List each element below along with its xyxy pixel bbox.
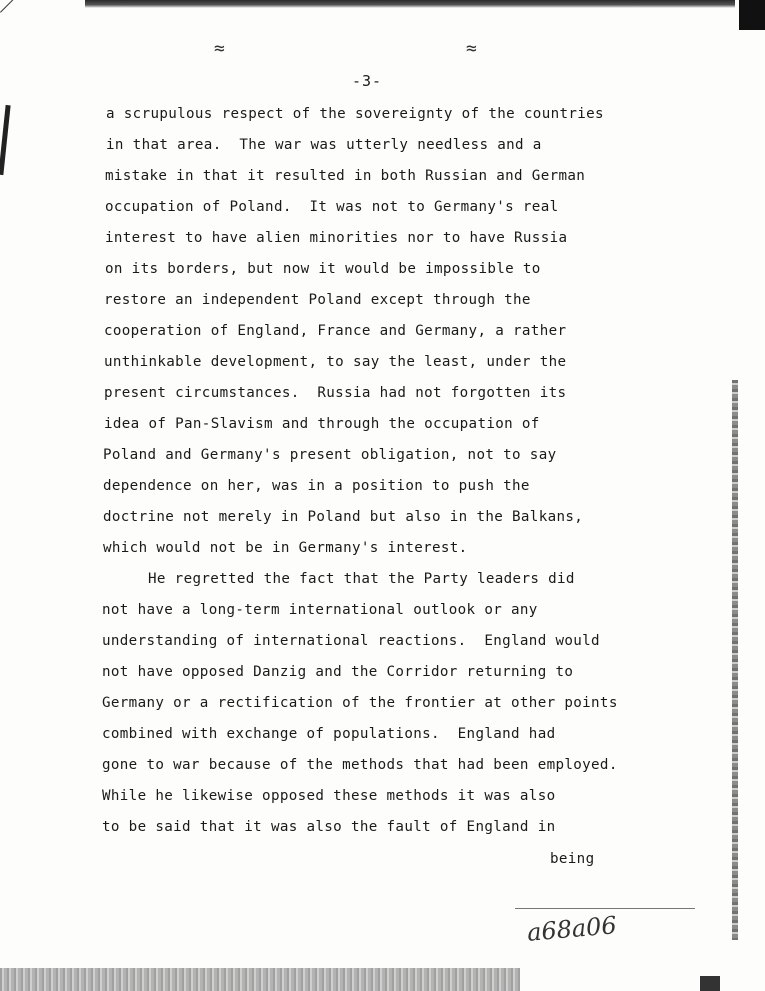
scan-top-edge	[85, 0, 735, 8]
text-line: in that area. The war was utterly needless and a	[106, 137, 542, 153]
scan-bottom-edge	[0, 968, 520, 991]
annotation-underline	[515, 908, 695, 909]
text-line: interest to have alien minorities nor to have Russia	[105, 230, 568, 246]
scan-corner-line	[0, 0, 29, 13]
text-line: Poland and Germany's present obligation, not to say	[103, 447, 557, 463]
scan-right-edge	[732, 380, 738, 940]
text-line: not have opposed Danzig and the Corridor returning to	[102, 664, 574, 680]
scan-left-mark	[0, 105, 11, 175]
page-number: -3-	[352, 72, 383, 90]
catchword: being	[550, 851, 595, 867]
text-line: Germany or a rectification of the frontier at other points	[102, 695, 618, 711]
text-line: He regretted the fact that the Party leaders did	[148, 571, 575, 587]
text-line: unthinkable development, to say the least, under the	[104, 354, 567, 370]
text-line: mistake in that it resulted in both Russian and German	[105, 168, 586, 184]
handwritten-note: a68a06	[525, 911, 618, 947]
text-line: cooperation of England, France and Germany, a rather	[104, 323, 567, 339]
text-line: restore an independent Poland except through the	[104, 292, 531, 308]
text-line: gone to war because of the methods that had been employed.	[102, 757, 618, 773]
text-line: not have a long-term international outlook or any	[102, 602, 538, 618]
text-line: occupation of Poland. It was not to Germany's real	[105, 199, 559, 215]
text-line: While he likewise opposed these methods it was also	[102, 788, 556, 804]
text-line: a scrupulous respect of the sovereignty of the countries	[106, 106, 604, 122]
text-line: doctrine not merely in Poland but also in the Balkans,	[103, 509, 584, 525]
text-line: combined with exchange of populations. England had	[102, 726, 556, 742]
punch-hole-mark: ≈	[466, 38, 477, 59]
text-line: understanding of international reactions. England would	[102, 633, 600, 649]
scan-corner-mark	[739, 0, 765, 30]
text-line: dependence on her, was in a position to push the	[103, 478, 530, 494]
text-line: to be said that it was also the fault of England in	[102, 819, 556, 835]
scan-bottom-mark	[700, 976, 720, 991]
punch-hole-mark: ≈	[214, 38, 225, 59]
text-line: on its borders, but now it would be impossible to	[105, 261, 541, 277]
text-line: idea of Pan-Slavism and through the occupation of	[104, 416, 540, 432]
text-line: which would not be in Germany's interest.	[103, 540, 468, 556]
text-line: present circumstances. Russia had not forgotten its	[104, 385, 567, 401]
